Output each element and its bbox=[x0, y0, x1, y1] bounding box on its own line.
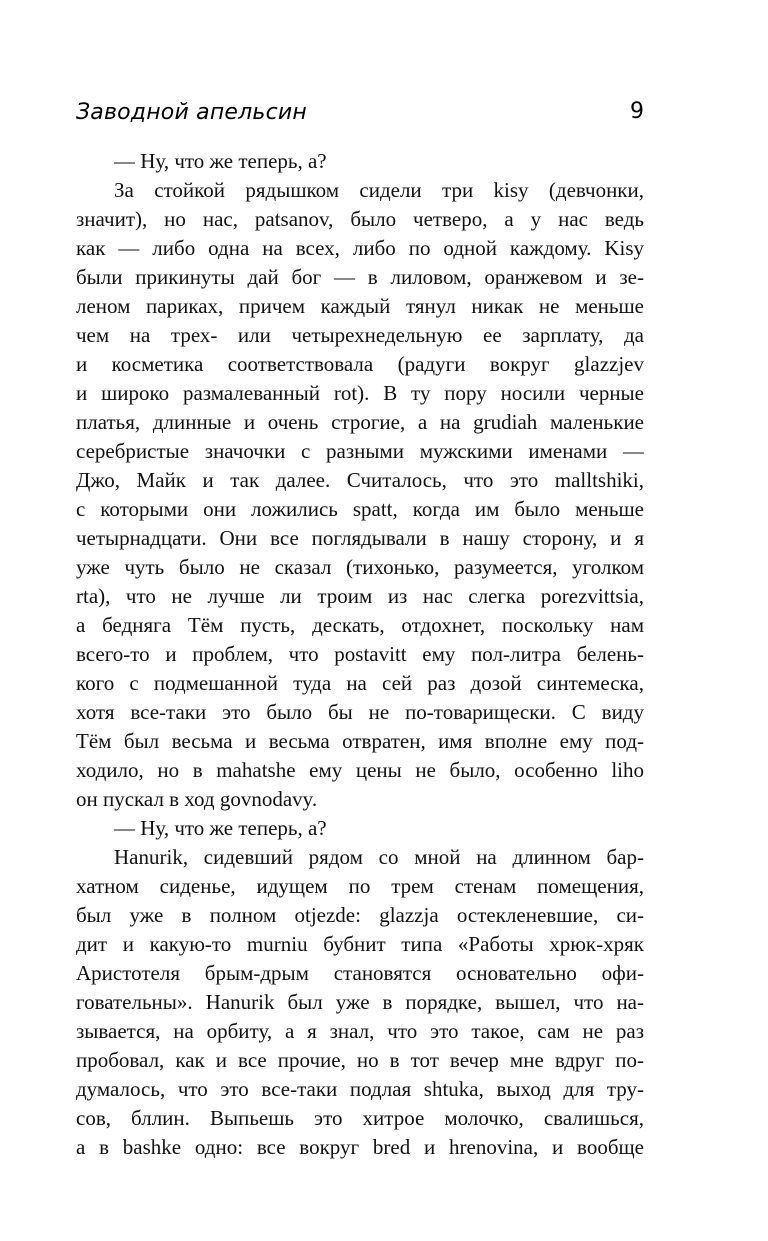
text-line: хотя все-таки это было бы не по-товарищески. С виду bbox=[76, 700, 644, 724]
text-line: Hanurik, сидевший рядом со мной на длинном бар- bbox=[114, 845, 644, 869]
body-text bbox=[76, 147, 644, 1162]
text-line: уже чуть было не сказал (тихонько, разумеется, уголком bbox=[76, 555, 644, 579]
text-line: серебристые значочки с разными мужскими именами — bbox=[76, 439, 644, 463]
text-line: значит), но нас, patsanov, было четверо, а у нас ведь bbox=[76, 207, 644, 231]
text-line: и широко размалеванный rot). В ту пору носили черные bbox=[76, 381, 644, 405]
text-line: Джо, Майк и так далее. Считалось, что это malltshiki, bbox=[76, 468, 644, 492]
text-line: платья, длинные и очень строгие, а на grudiah маленькие bbox=[76, 410, 644, 434]
text-line: пробовал, как и все прочие, но в тот вечер мне вдруг по- bbox=[76, 1048, 644, 1072]
text-line: — Ну, что же теперь, а? bbox=[114, 816, 327, 840]
text-line: всего-то и проблем, что postavitt ему пол-литра белень- bbox=[76, 642, 644, 666]
text-line: леном париках, причем каждый тянул никак не меньше bbox=[76, 294, 644, 318]
text-line: rta), что не лучше ли троим из нас слегка porezvittsia, bbox=[76, 584, 644, 608]
running-title: Заводной апельсин bbox=[76, 100, 307, 125]
text-line: сов, бллин. Выпьешь это хитрое молочко, свалишься, bbox=[76, 1106, 644, 1130]
text-line: говательны». Hanurik был уже в порядке, вышел, что на- bbox=[76, 990, 644, 1014]
text-line: ходило, но в mahatshe ему цены не было, особенно liho bbox=[76, 758, 644, 782]
text-line: он пускал в ход govnodavy. bbox=[76, 787, 318, 811]
text-line: а бедняга Тём пусть, дескать, отдохнет, поскольку нам bbox=[76, 613, 644, 637]
text-line: думалось, что это все-таки подлая shtuka, выход для тру- bbox=[76, 1077, 644, 1101]
text-line: Тём был весьма и весьма отвратен, имя вполне ему под- bbox=[76, 729, 644, 753]
text-line: дит и какую-то murniu бубнит типа «Работы хрюк-хряк bbox=[76, 932, 644, 956]
text-line: хатном сиденье, идущем по трем стенам помещения, bbox=[76, 874, 644, 898]
running-head bbox=[76, 100, 644, 132]
text-line: четырнадцати. Они все поглядывали в нашу сторону, и я bbox=[76, 526, 644, 550]
text-line: и косметика соответствовала (радуги вокруг glazzjev bbox=[76, 352, 644, 376]
text-line: Аристотеля брым-дрым становятся основательно офи- bbox=[76, 961, 644, 985]
text-line: были прикинуты дай бог — в лиловом, оранжевом и зе- bbox=[76, 265, 644, 289]
text-line: с которыми они ложились spatt, когда им было меньше bbox=[76, 497, 644, 521]
text-line: зывается, на орбиту, а я знал, что это такое, сам не раз bbox=[76, 1019, 644, 1043]
text-line: кого с подмешанной туда на сей раз дозой синтемеска, bbox=[76, 671, 644, 695]
text-line: чем на трех- или четырехнедельную ее зарплату, да bbox=[76, 323, 644, 347]
page-number: 9 bbox=[630, 99, 644, 124]
text-line: а в bashke одно: все вокруг bred и hrenovina, и вообще bbox=[76, 1135, 644, 1159]
text-line: как — либо одна на всех, либо по одной каждому. Kisy bbox=[76, 236, 644, 260]
text-line: был уже в полном otjezde: glazzja остекленевшие, си- bbox=[76, 903, 644, 927]
text-line: За стойкой рядышком сидели три kisy (девчонки, bbox=[114, 178, 644, 202]
text-line: — Ну, что же теперь, а? bbox=[114, 149, 327, 173]
